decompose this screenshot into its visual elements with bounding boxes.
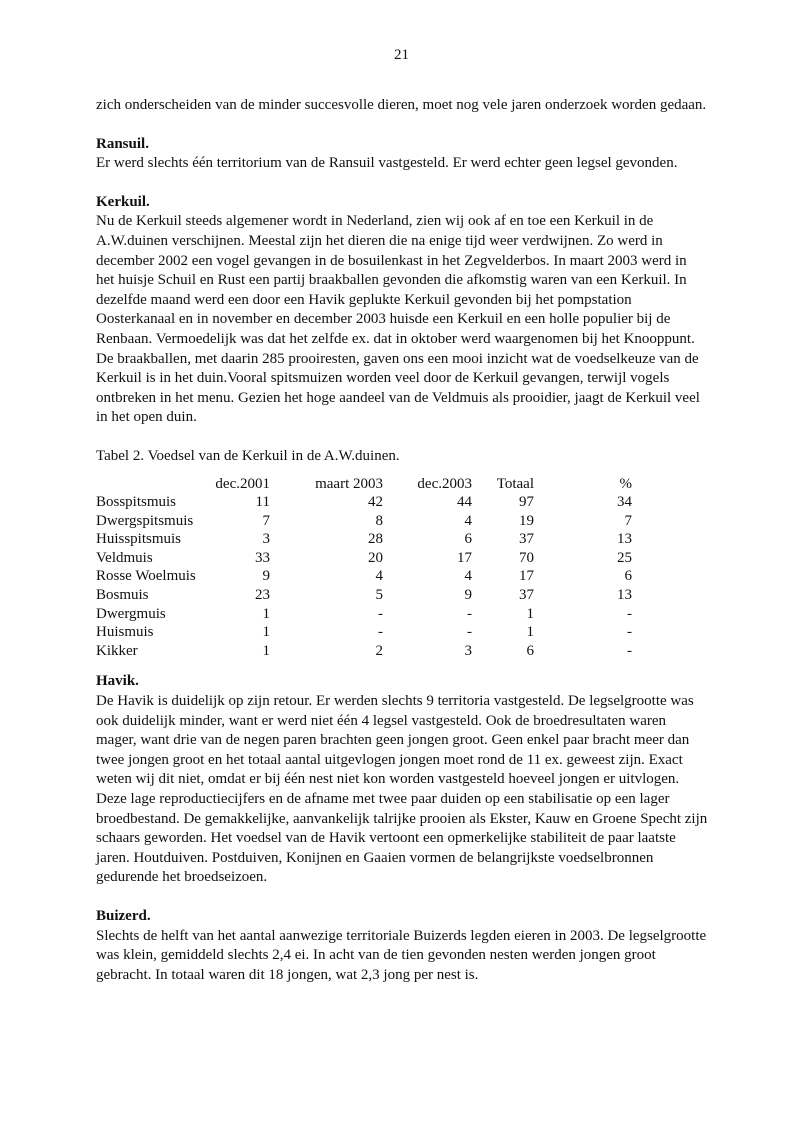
- table-header-cell: dec.2001: [215, 475, 270, 492]
- table-cell: 13: [617, 531, 632, 548]
- section-body-buizerd: Slechts de helft van het aantal aanwezige territoriale Buizerds legden eieren in 2003. De legselgrootte was klein, gemiddeld slechts 2,4 ei. In acht van de tien gevonden nesten werden jongen groot gebracht. In totaal waren dit 18 jongen, wat 2,3 jong per nest is.: [96, 927, 707, 983]
- table-cell: 37: [519, 531, 534, 548]
- table-cell-species: Huismuis: [96, 624, 154, 641]
- table-cell: 28: [368, 531, 383, 548]
- section-title-havik: Havik.: [96, 673, 139, 690]
- table-cell: 17: [457, 549, 472, 566]
- table-cell: 33: [255, 549, 270, 566]
- table-cell-species: Veldmuis: [96, 549, 153, 566]
- section-body-kerkuil: Nu de Kerkuil steeds algemener wordt in Nederland, zien wij ook af en toe een Kerkuil in de A.W.duinen verschijnen. Meestal zijn het dieren die na enige tijd weer verdwijnen. Zo werd in december 2002 een vogel gevangen in de bosuilenkast in het Zegvelderbos. In maart 2003 werd in het huisje Schuil en Rust een partij braakballen gevonden die afkomstig waren van een Kerkuil. In dezelfde maand werd een door een Havik geplukte Kerkuil gevonden bij het pompstation Oosterkanaal en in november en december 2003 huisde een Kerkuil en een holle populier bij de Renbaan. Vermoedelijk was dat het zelfde ex. dat in oktober werd waargenomen bij het Knooppunt. De braakballen, met daarin 285 prooiresten, gaven ons een mooi inzicht wat de voedselkeuze van de Kerkuil is in het duin.Vooral spitsmuizen worden veel door de Kerkuil gevangen, terwijl vogels ontbreken in het menu. Gezien het hoge aandeel van de Veldmuis als prooidier, jaagt de Kerkuil veel in het open duin.: [96, 213, 700, 426]
- table-row: [96, 493, 632, 512]
- page-number: 21: [394, 47, 409, 63]
- table-cell: 6: [526, 642, 534, 659]
- table-cell: -: [627, 624, 632, 641]
- document-body: [96, 96, 708, 1004]
- table-cell-species: Bosspitsmuis: [96, 494, 177, 511]
- table-header-cell: maart 2003: [315, 475, 383, 492]
- table-cell: 7: [262, 512, 270, 529]
- table-cell: 1: [526, 624, 534, 641]
- table-row: [96, 512, 632, 531]
- intro-paragraph: zich onderscheiden van de minder succesvolle dieren, moet nog vele jaren onderzoek worden gedaan.: [96, 97, 707, 113]
- table-cell: 9: [262, 568, 270, 585]
- table-cell: 2: [375, 642, 383, 659]
- table-cell-species: Rosse Woelmuis: [96, 568, 196, 585]
- table-row: [96, 549, 632, 568]
- table-cell: 13: [617, 587, 632, 604]
- section-title-kerkuil: Kerkuil.: [96, 193, 150, 210]
- table-cell: -: [378, 624, 383, 641]
- section-havik: [96, 672, 708, 888]
- food-table: [96, 475, 632, 661]
- table-cell-species: Kikker: [96, 642, 138, 659]
- table-cell: 17: [519, 568, 534, 585]
- table-cell: -: [627, 605, 632, 622]
- section-title-ransuil: Ransuil.: [96, 135, 149, 152]
- table-cell: 6: [624, 568, 632, 585]
- table-row: [96, 623, 632, 642]
- table-cell: 23: [255, 587, 270, 604]
- table-cell: 37: [519, 587, 534, 604]
- table-cell-species: Bosmuis: [96, 587, 149, 604]
- section-title-buizerd: Buizerd.: [96, 907, 151, 924]
- table-cell: 42: [368, 494, 383, 511]
- table-cell: 70: [519, 549, 534, 566]
- table-row: [96, 605, 632, 624]
- section-buizerd: [96, 907, 708, 985]
- table-cell: 4: [464, 512, 472, 529]
- table-cell: 11: [255, 494, 270, 511]
- table-cell: -: [627, 642, 632, 659]
- table-cell: -: [378, 605, 383, 622]
- table-cell: -: [467, 624, 472, 641]
- section-kerkuil: [96, 193, 708, 428]
- table-row: [96, 642, 632, 661]
- table-cell: 7: [624, 512, 632, 529]
- section-body-ransuil: Er werd slechts één territorium van de Ransuil vastgesteld. Er werd echter geen legsel gevonden.: [96, 155, 678, 172]
- table-cell: 3: [464, 642, 472, 659]
- section-ransuil: [96, 135, 708, 174]
- table-cell: 97: [519, 494, 534, 511]
- table-row: [96, 530, 632, 549]
- table-row: [96, 567, 632, 586]
- table-cell: 1: [262, 642, 270, 659]
- table-cell: 9: [464, 587, 472, 604]
- table-cell: 20: [368, 549, 383, 566]
- table-cell: 4: [375, 568, 383, 585]
- table-cell: 5: [375, 587, 383, 604]
- table-caption: Tabel 2. Voedsel van de Kerkuil in de A.W.duinen.: [96, 447, 400, 464]
- table-cell-species: Dwergspitsmuis: [96, 512, 194, 529]
- table-cell-species: Dwergmuis: [96, 605, 166, 622]
- table-cell: 1: [526, 605, 534, 622]
- table-cell: 6: [464, 531, 472, 548]
- table-cell: 1: [262, 605, 270, 622]
- table-header-cell: dec.2003: [417, 475, 472, 492]
- table-header-row: [96, 475, 632, 494]
- table-cell-species: Huisspitsmuis: [96, 531, 182, 548]
- table-cell: -: [467, 605, 472, 622]
- table-cell: 4: [464, 568, 472, 585]
- table-cell: 34: [617, 494, 632, 511]
- table-cell: 3: [262, 531, 270, 548]
- table-cell: 44: [457, 494, 472, 511]
- table-header-cell: Totaal: [496, 475, 534, 492]
- table-cell: 8: [375, 512, 383, 529]
- table-row: [96, 586, 632, 605]
- section-body-havik: De Havik is duidelijk op zijn retour. Er werden slechts 9 territoria vastgesteld. De legselgrootte was ook duidelijk minder, want er werd niet één 4 legsel vastgesteld. Ook de broedresultaten waren mager, want drie van de negen paren brachten geen jongen groot. Geen enkel paar bracht meer dan twee jongen groot en het totaal aantal uitgevlogen jongen moet rond de 11 ex. geweest zijn. Exact weten wij dit niet, omdat er bij één nest niet kon worden vastgesteld hoeveel jongen er uitvlogen. Deze lage reproductiecijfers en de afname met twee paar duiden op een stabilisatie op een lager broedbestand. De gemakkelijke, aanvankelijk talrijke prooien als Ekster, Kauw en Groene Specht zijn schaars geworden. Het voedsel van de Havik vertoont een opmerkelijke stabiliteit de paar laatste jaren. Houtduiven. Postduiven, Konijnen en Gaaien vormen de belangrijkste voedselbronnen gedurende het broedseizoen.: [96, 693, 708, 886]
- table-header-cell: %: [619, 475, 632, 492]
- table-cell: 19: [519, 512, 534, 529]
- table-cell: 1: [262, 624, 270, 641]
- table-header-cell: [96, 475, 214, 494]
- table-cell: 25: [617, 549, 632, 566]
